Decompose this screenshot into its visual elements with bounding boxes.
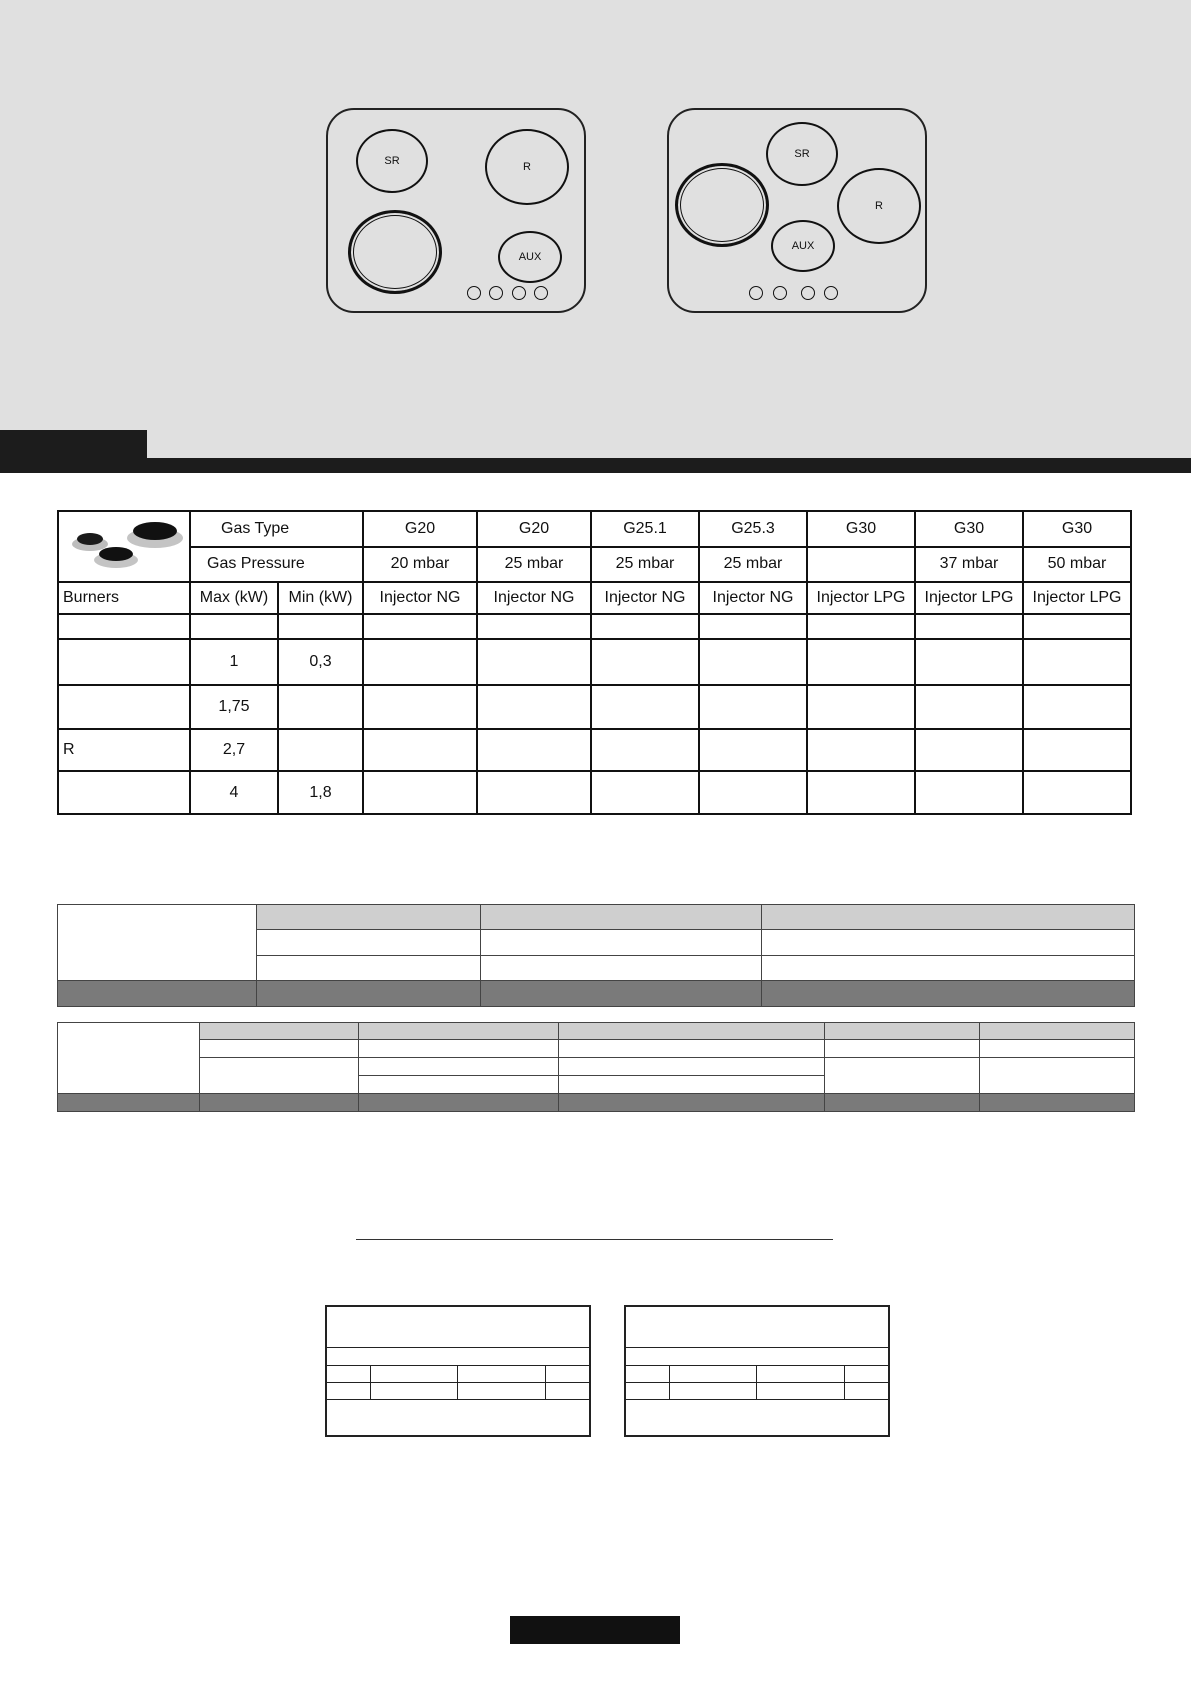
mini-grid bbox=[327, 1307, 589, 1433]
table-row bbox=[58, 639, 1131, 685]
spec-label-cell bbox=[58, 1023, 200, 1094]
table-row bbox=[58, 1040, 1135, 1058]
max-kw-cell: 2,7 bbox=[190, 729, 278, 771]
burner-label: SR bbox=[384, 155, 400, 167]
pressure-cell: 37 mbar bbox=[915, 547, 1023, 583]
burners-header: Burners bbox=[58, 582, 190, 614]
burner-label: R bbox=[875, 200, 883, 212]
max-kw-cell bbox=[190, 614, 278, 639]
max-kw-cell: 4 bbox=[190, 771, 278, 814]
control-knob bbox=[534, 286, 548, 300]
control-knob bbox=[801, 286, 815, 300]
table-row bbox=[58, 685, 1131, 729]
max-kw-header: Max (kW) bbox=[190, 582, 278, 614]
injector-cell: Injector LPG bbox=[915, 582, 1023, 614]
gas-type-cell: G25.3 bbox=[699, 511, 807, 547]
injector-cell: Injector LPG bbox=[1023, 582, 1131, 614]
spec-label-cell bbox=[58, 905, 257, 981]
injector-cell: Injector NG bbox=[699, 582, 807, 614]
burner-r bbox=[485, 129, 569, 205]
burner-aux bbox=[498, 231, 562, 283]
section-divider-bar bbox=[0, 458, 1191, 473]
gas-pressure-header: Gas Pressure bbox=[190, 547, 363, 583]
section-tab bbox=[0, 430, 147, 460]
min-kw-cell bbox=[278, 685, 363, 729]
table-row bbox=[58, 1023, 1135, 1040]
table-row bbox=[58, 1094, 1135, 1112]
mini-table-right bbox=[624, 1305, 890, 1437]
gas-type-cell: G25.1 bbox=[591, 511, 699, 547]
mini-table-left bbox=[325, 1305, 591, 1437]
burner-r bbox=[837, 168, 921, 244]
burner-aux bbox=[771, 220, 835, 272]
pressure-cell: 25 mbar bbox=[477, 547, 591, 583]
burner-label: R bbox=[523, 161, 531, 173]
burner-name-cell bbox=[58, 685, 190, 729]
burner-label: AUX bbox=[518, 251, 542, 263]
burner-label: SR bbox=[794, 148, 810, 160]
gas-type-cell: G30 bbox=[915, 511, 1023, 547]
spec-table-1 bbox=[57, 904, 1135, 1007]
gas-type-cell: G30 bbox=[807, 511, 915, 547]
pressure-cell: 25 mbar bbox=[591, 547, 699, 583]
hob-diagram-left bbox=[326, 108, 586, 313]
gas-type-cell: G20 bbox=[477, 511, 591, 547]
injector-cell: Injector NG bbox=[591, 582, 699, 614]
min-kw-header: Min (kW) bbox=[278, 582, 363, 614]
min-kw-cell bbox=[278, 614, 363, 639]
max-kw-cell: 1 bbox=[190, 639, 278, 685]
burner-name-cell: R bbox=[58, 729, 190, 771]
pressure-cell: 50 mbar bbox=[1023, 547, 1131, 583]
table-row bbox=[58, 905, 1135, 930]
gas-data-table bbox=[57, 510, 1132, 815]
table-row bbox=[58, 1058, 1135, 1076]
table-row bbox=[58, 771, 1131, 814]
gas-type-cell: G30 bbox=[1023, 511, 1131, 547]
burners-photo-cell bbox=[58, 511, 190, 582]
burner-name-cell bbox=[58, 639, 190, 685]
max-kw-cell: 1,75 bbox=[190, 685, 278, 729]
control-knob bbox=[749, 286, 763, 300]
burner-name-cell bbox=[58, 771, 190, 814]
gas-type-cell: G20 bbox=[363, 511, 477, 547]
separator-line bbox=[356, 1239, 833, 1240]
min-kw-cell bbox=[278, 729, 363, 771]
control-knob bbox=[824, 286, 838, 300]
top-illustration-band bbox=[0, 0, 1191, 458]
control-knob bbox=[489, 286, 503, 300]
injector-cell: Injector LPG bbox=[807, 582, 915, 614]
burners-photo-icon bbox=[60, 512, 188, 576]
spec-table-2 bbox=[57, 1022, 1135, 1112]
pressure-cell bbox=[807, 547, 915, 583]
pressure-cell: 20 mbar bbox=[363, 547, 477, 583]
burner-sr bbox=[356, 129, 428, 193]
control-knob bbox=[773, 286, 787, 300]
burner-label: AUX bbox=[791, 240, 815, 252]
injector-cell: Injector NG bbox=[363, 582, 477, 614]
control-knob bbox=[467, 286, 481, 300]
table-row bbox=[58, 981, 1135, 1007]
min-kw-cell: 1,8 bbox=[278, 771, 363, 814]
hob-diagram-right bbox=[667, 108, 927, 313]
burner-name-cell bbox=[58, 614, 190, 639]
control-knob bbox=[512, 286, 526, 300]
page-number-tab bbox=[510, 1616, 680, 1644]
gas-type-header: Gas Type bbox=[190, 511, 363, 547]
burner-wok bbox=[348, 210, 442, 294]
burner-sr bbox=[766, 122, 838, 186]
pressure-cell: 25 mbar bbox=[699, 547, 807, 583]
mini-grid bbox=[626, 1307, 888, 1433]
table-row bbox=[58, 614, 1131, 639]
injector-cell: Injector NG bbox=[477, 582, 591, 614]
table-row bbox=[58, 729, 1131, 771]
min-kw-cell: 0,3 bbox=[278, 639, 363, 685]
burner-wok bbox=[675, 163, 769, 247]
